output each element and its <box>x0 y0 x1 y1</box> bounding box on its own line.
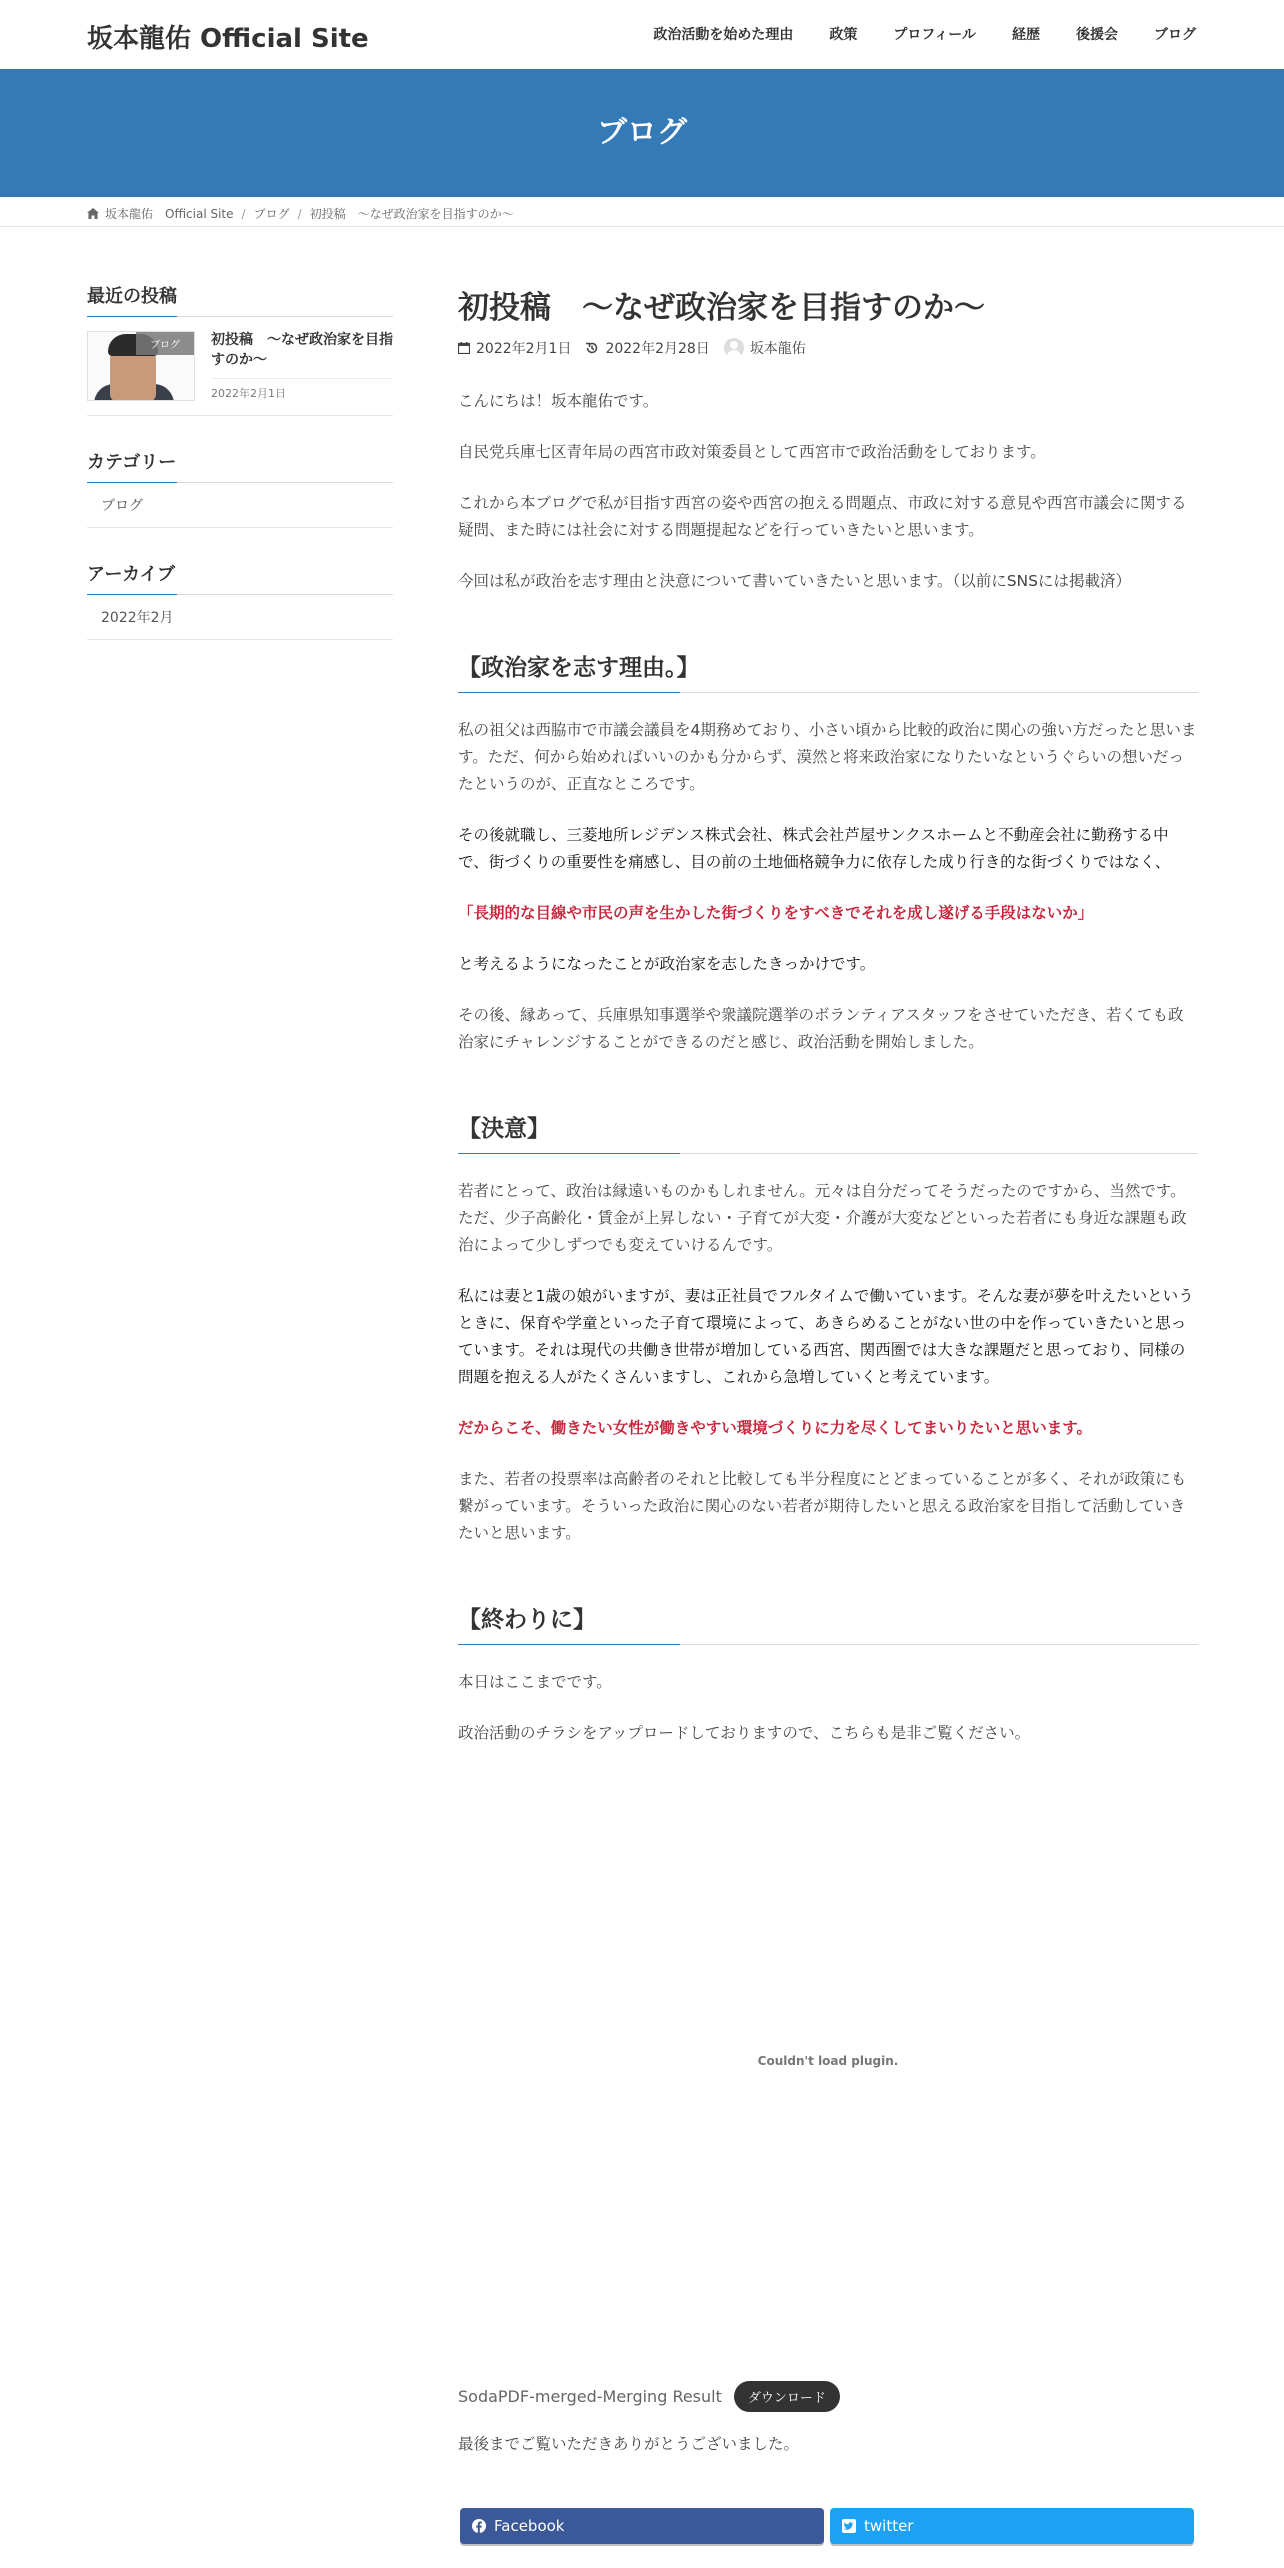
category-badge: ブログ <box>136 332 194 355</box>
emphasis-statement: だからこそ、働きたい女性が働きやすい環境づくりに力を尽くしてまいりたいと思います。 <box>458 1419 1092 1438</box>
nav-item-supporters[interactable]: 後援会 <box>1076 27 1118 43</box>
paragraph: 私の祖父は西脇市で市議会議員を4期務めており、小さい頃から比較的政治に関心の強い方だったと思います。ただ、何から始めればいいのかも分からず、漠然と将来政治家になりたいなというぐらいの想いだったというのが、正直なところです。 <box>458 721 1197 794</box>
paragraph: また、若者の投票率は高齢者のそれと比較しても半分程度にとどまっていることが多く、それが政策にも繋がっています。そういった政治に関心のない若者が期待したいと思える政治家を目指して活動していきたいと思います。 <box>458 1470 1187 1543</box>
author-name[interactable]: 坂本龍佑 <box>749 341 806 358</box>
paragraph: 政治活動のチラシをアップロードしておりますので、こちらも是非ご覧ください。 <box>458 1724 1031 1743</box>
breadcrumb <box>0 197 1284 227</box>
facebook-label: Facebook <box>494 2517 565 2535</box>
twitter-label: twitter <box>864 2517 914 2535</box>
calendar-icon <box>458 342 470 354</box>
category-item-blog[interactable]: ブログ <box>87 483 393 528</box>
section-heading: 【決意】 <box>458 1110 1198 1154</box>
nav-item-policy[interactable]: 政策 <box>829 27 858 43</box>
facebook-icon <box>472 2519 486 2533</box>
history-icon <box>585 341 599 355</box>
paragraph: 私には妻と1歳の娘がいますが、妻は正社員でフルタイムで働いています。そんな妻が夢を叶えたいというときに、保育や学童といった子育て環境によって、あきらめることがない世の中を作っていきたいと思っています。それは現代の共働き世帯が増加している西宮、関西圏では大きな課題だと思っており、同様の問題を抱える人がたくさんいますし、これから急増していくと考えています。 <box>458 1287 1194 1387</box>
recent-post-title[interactable]: 初投稿 〜なぜ政治家を目指すのか〜 <box>211 332 393 368</box>
paragraph: 自民党兵庫七区青年局の西宮市政対策委員として西宮市で政治活動をしております。 <box>458 443 1046 462</box>
site-title[interactable]: 坂本龍佑 Official Site <box>87 24 369 54</box>
archive-item[interactable]: 2022年2月 <box>87 595 393 640</box>
paragraph: 本日はここまでです。 <box>458 1673 612 1692</box>
archive-widget <box>87 560 393 640</box>
post-title: 初投稿 〜なぜ政治家を目指すのか〜 <box>458 290 985 326</box>
banner-title: ブログ <box>597 115 687 150</box>
page-header-banner <box>0 69 1284 197</box>
category-widget <box>87 448 393 528</box>
post-content <box>458 388 1198 1747</box>
updated-date: 2022年2月28日 <box>605 341 710 358</box>
closing-paragraph: 最後までご覧いただきありがとうございました。 <box>458 2435 800 2453</box>
breadcrumb-separator: / <box>297 206 302 221</box>
share-buttons <box>460 2508 1194 2544</box>
paragraph: こんにちは！坂本龍佑です。 <box>458 392 659 411</box>
sidebar <box>87 282 393 672</box>
pdf-embed[interactable] <box>458 1768 1198 2388</box>
nav-item-profile[interactable]: プロフィール <box>893 27 976 43</box>
paragraph: と考えるようになったことが政治家を志したきっかけです。 <box>458 955 876 974</box>
post-main <box>458 288 1198 1747</box>
breadcrumb-home-link[interactable]: 坂本龍佑 Official Site <box>105 207 234 221</box>
author-avatar <box>724 338 744 358</box>
nav-item-reason[interactable]: 政治活動を始めた理由 <box>653 27 794 43</box>
download-button[interactable]: ダウンロード <box>734 2381 840 2412</box>
paragraph: これから本ブログで私が目指す西宮の姿や西宮の抱える問題点、市政に対する意見や西宮市議会に関する疑問、また時には社会に対する問題提起などを行っていきたいと思います。 <box>458 494 1187 540</box>
nav-item-blog[interactable]: ブログ <box>1154 27 1196 43</box>
archive-title: アーカイブ <box>87 560 393 595</box>
plugin-error-message: Couldn't load plugin. <box>757 2054 899 2068</box>
emphasis-quote: 「長期的な目線や市民の声を生かした街づくりをすべきでそれを成し遂げる手段はないか」 <box>458 904 1094 923</box>
paragraph: その後、縁あって、兵庫県知事選挙や衆議院選挙のボランティアスタッフをさせていただき、若くても政治家にチャレンジすることができるのだと感じ、政治活動を開始しました。 <box>458 1006 1184 1052</box>
published-date: 2022年2月1日 <box>476 341 572 358</box>
twitter-icon <box>842 2519 856 2533</box>
section-heading: 【終わりに】 <box>458 1601 1198 1645</box>
site-header <box>0 0 1284 69</box>
recent-posts-title: 最近の投稿 <box>87 282 393 317</box>
paragraph: 若者にとって、政治は縁遠いものかもしれません。元々は自分だってそうだったのですから、当然です。ただ、少子高齢化・賃金が上昇しない・子育てが大変・介護が大変などといった若者にも身近な課題も政治によって少しずつでも変えていけるんです。 <box>458 1182 1187 1255</box>
recent-post-date: 2022年2月1日 <box>211 378 393 401</box>
recent-post-thumbnail[interactable] <box>87 331 195 401</box>
recent-post-item[interactable] <box>87 317 393 416</box>
nav-item-career[interactable]: 経歴 <box>1012 27 1040 43</box>
file-download-row <box>458 2381 840 2412</box>
facebook-share-button[interactable] <box>460 2508 824 2544</box>
recent-posts-widget <box>87 282 393 416</box>
category-title: カテゴリー <box>87 448 393 483</box>
home-icon <box>87 208 99 219</box>
global-nav <box>617 24 1196 44</box>
paragraph: その後就職し、三菱地所レジデンス株式会社、株式会社芦屋サンクスホームと不動産会社に勤務する中で、街づくりの重要性を痛感し、目の前の土地価格競争力に依存した成り行き的な街づくりではなく、 <box>458 826 1171 872</box>
breadcrumb-section-link[interactable]: ブログ <box>253 207 290 221</box>
file-name-link[interactable]: SodaPDF-merged-Merging Result <box>458 2387 722 2406</box>
paragraph: 今回は私が政治を志す理由と決意について書いていきたいと思います。（以前にSNSには掲載済） <box>458 572 1131 591</box>
section-heading: 【政治家を志す理由。】 <box>458 649 1198 693</box>
breadcrumb-current: 初投稿 〜なぜ政治家を目指すのか〜 <box>309 207 514 221</box>
breadcrumb-separator: / <box>241 206 246 221</box>
post-meta <box>458 338 1198 358</box>
twitter-share-button[interactable] <box>830 2508 1194 2544</box>
